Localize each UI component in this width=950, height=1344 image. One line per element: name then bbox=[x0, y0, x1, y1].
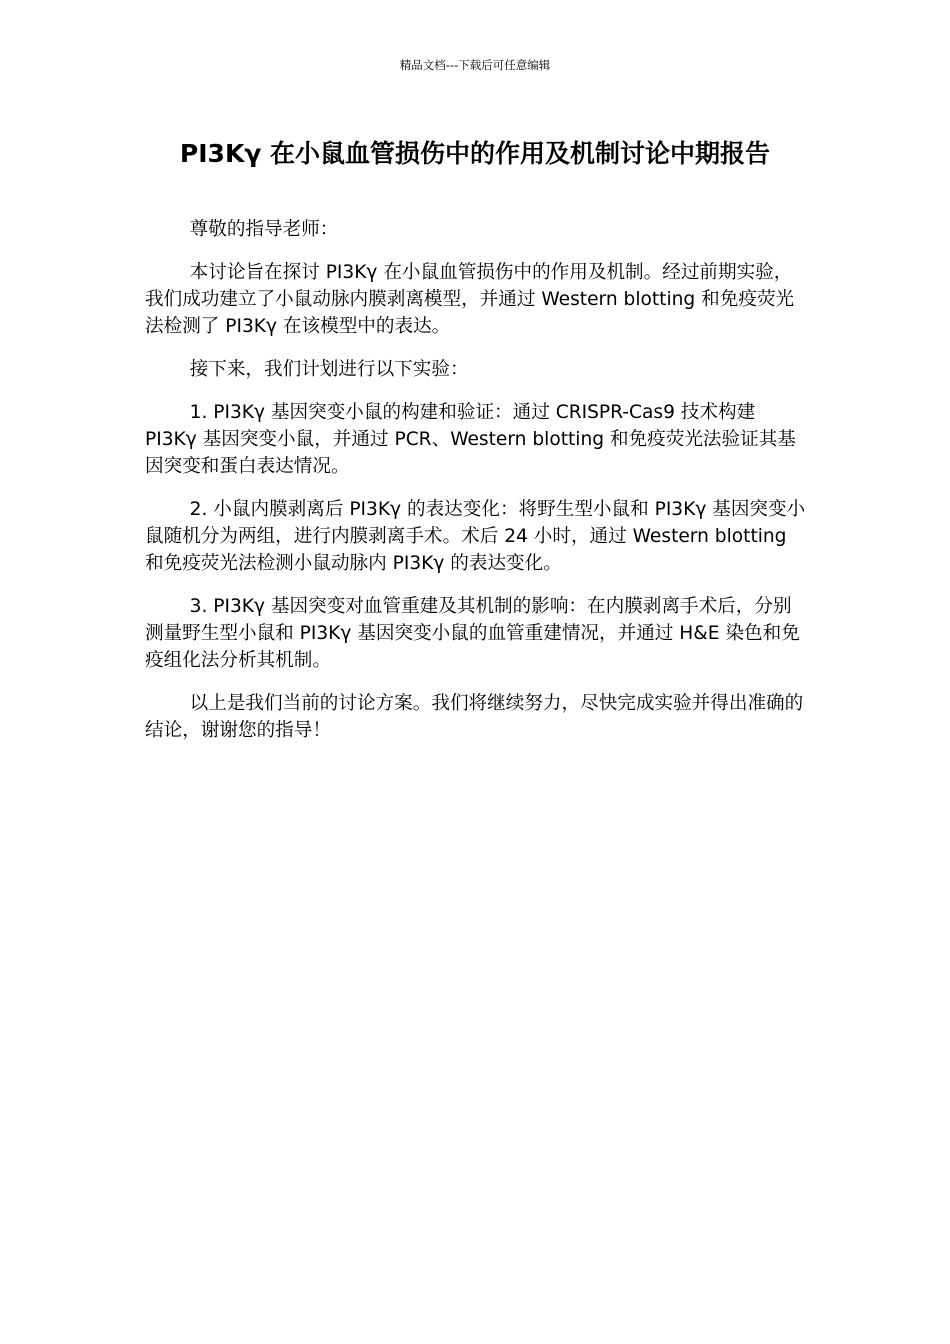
paragraph-plan-lead: 接下来，我们计划进行以下实验： bbox=[189, 359, 469, 380]
paragraph-experiment-1: 1. PI3Kγ 基因突变小鼠的构建和验证：通过 CRISPR-Cas9 技术构建 PI3Kγ 基因突变小鼠，并通过 PCR、Western blotting 和免疫荧光法验证其基因突变和蛋白表达情况。 bbox=[145, 402, 796, 477]
paragraph-experiment-3: 3. PI3Kγ 基因突变对血管重建及其机制的影响：在内膜剥离手术后，分别测量野生型小鼠和 PI3Kγ 基因突变小鼠的血管重建情况，并通过 H&E 染色和免疫组化法分析其机制。 bbox=[145, 596, 800, 671]
salutation: 尊敬的指导老师： bbox=[189, 219, 339, 240]
document-title: PI3Kγ 在小鼠血管损伤中的作用及机制讨论中期报告 bbox=[179, 139, 771, 168]
paragraph-closing: 以上是我们当前的讨论方案。我们将继续努力，尽快完成实验并得出准确的结论，谢谢您的指导！ bbox=[145, 693, 804, 741]
paragraph-intro: 本讨论旨在探讨 PI3Kγ 在小鼠血管损伤中的作用及机制。经过前期实验，我们成功建立了小鼠动脉内膜剥离模型，并通过 Western blotting 和免疫荧光法检测了 PI3Kγ 在该模型中的表达。 bbox=[145, 262, 795, 337]
document-body bbox=[145, 216, 810, 760]
header-note: 精品文档---下载后可任意编辑 bbox=[399, 58, 551, 72]
paragraph-experiment-2: 2. 小鼠内膜剥离后 PI3Kγ 的表达变化：将野生型小鼠和 PI3Kγ 基因突变小鼠随机分为两组，进行内膜剥离手术。术后 24 小时，通过 Western blotting 和免疫荧光法检测小鼠动脉内 PI3Kγ 的表达变化。 bbox=[145, 499, 806, 574]
